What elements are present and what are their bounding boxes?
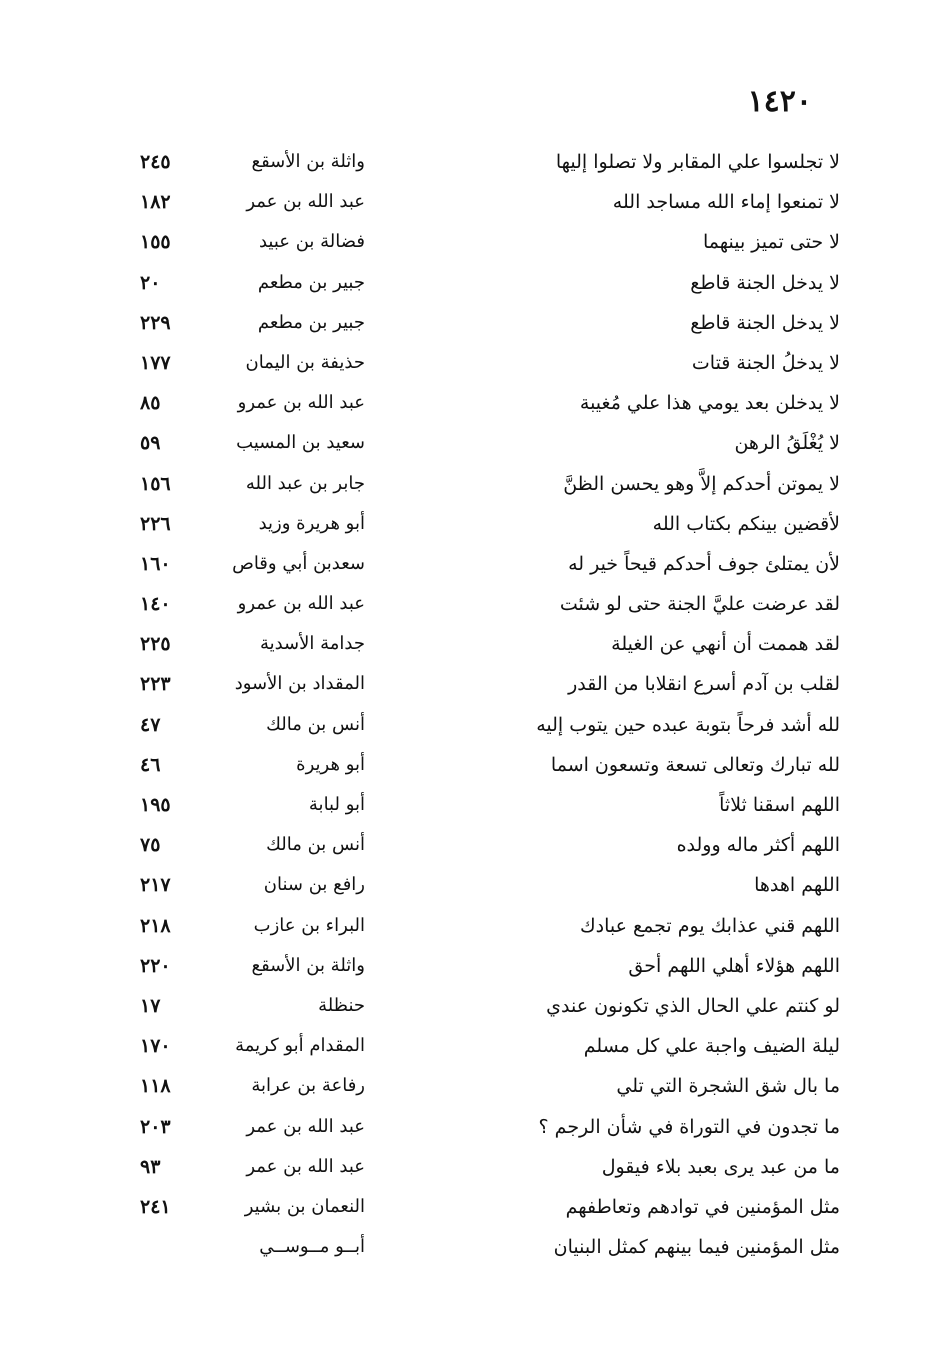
hadith-text: لقد عرضت عليَّ الجنة حتى لو شئت [559,593,840,616]
hadith-text: لأن يمتلئ جوف أحدكم قيحاً خير له [568,552,840,575]
index-row [140,624,840,664]
narrator-name: جابر بن عبد الله [245,472,365,494]
reference-number: ٢٢٥ [140,633,171,656]
narrator-name: أنس بن مالك [266,713,365,735]
hadith-text: لأقضين بينكم بكتاب الله [652,512,840,535]
hadith-text: لا يموتن أحدكم إلاَّ وهو يحسن الظنَّ [563,472,840,495]
hadith-text: لله تبارك وتعالى تسعة وتسعون اسما [550,753,840,776]
narrator-name: واثلة بن الأسقع [251,954,365,976]
reference-number: ٢٢٩ [140,311,171,334]
reference-number: ٢٠٣ [140,1115,171,1138]
index-row [140,865,840,905]
hadith-text: لقد هممت أن أنهي عن الغيلة [611,633,840,656]
index-row [140,584,840,624]
narrator-name: أبو هريرة [296,753,365,775]
hadith-text: ما تجدون في التوراة في شأن الرجم ؟ [538,1115,840,1138]
narrator-name: واثلة بن الأسقع [251,151,365,172]
index-row [140,705,840,745]
narrator-name: أنس بن مالك [266,834,365,856]
index-row [140,785,840,825]
narrator-name: أبو لبابة [308,794,365,815]
narrator-name: جدامة الأسدية [259,633,365,655]
narrator-name: جبير بن مطعم [257,271,365,293]
hadith-text: ليلة الضيف واجبة علي كل مسلم [583,1035,840,1058]
hadith-text: اللهم هؤلاء أهلي اللهم أحق [628,954,840,977]
reference-number: ٢١٨ [140,914,171,937]
hadith-text: لا تمنعوا إماء الله مساجد الله [612,191,840,214]
reference-number: ١٦٠ [140,552,171,575]
index-row [140,946,840,986]
narrator-name: عبد الله بن عمر [246,191,365,213]
index-row [140,1107,840,1147]
hadith-text: مثل المؤمنين فيما بينهم كمثل البنيان [553,1236,840,1259]
hadith-text: لا يدخلُ الجنة قتات [691,351,840,374]
index-row [140,504,840,544]
hadith-text: لا تجلسوا علي المقابر ولا تصلوا إليها [555,151,840,173]
reference-number: ٧٥ [140,834,161,857]
narrator-name: عبد الله بن عمرو [237,392,365,414]
index-row [140,1227,840,1267]
narrator-name: أبــو مــوســي [259,1236,365,1258]
narrator-name: حنظلة [318,994,365,1016]
page-number: ١٤٢٠ [747,84,812,119]
narrator-name: جبير بن مطعم [257,311,365,333]
reference-number: ٥٩ [140,432,161,455]
reference-number: ١٥٦ [140,472,171,495]
hadith-text: اللهم أكثر ماله وولده [676,834,840,857]
narrator-name: سعدبن أبي وقاص [232,552,365,574]
index-row [140,142,840,182]
narrator-name: فضالة بن عبيد [258,231,365,253]
narrator-name: رفاعة بن عرابة [251,1075,365,1097]
narrator-name: البراء بن عازب [253,914,365,936]
hadith-text: لله أشد فرحاً بتوبة عبده حين يتوب إليه [536,713,840,736]
hadith-text: لا حتى تميز بينهما [702,231,840,254]
index-row [140,544,840,584]
hadith-text: لا يدخل الجنة قاطع [690,271,840,294]
hadith-text: لا يُغْلَقُ الرهن [734,432,840,455]
index-row [140,182,840,222]
hadith-index-table [140,142,840,1267]
hadith-text: لو كنتم علي الحال الذي تكونون عندي [546,994,840,1017]
index-row [140,1147,840,1187]
narrator-name: النعمان بن بشير [244,1195,365,1217]
index-row [140,825,840,865]
narrator-name: أبو هريرة وزيد [258,512,365,534]
reference-number: ٨٥ [140,392,161,415]
index-row [140,222,840,262]
narrator-name: عبد الله بن عمر [246,1115,365,1137]
reference-number: ٢٤١ [140,1195,171,1218]
hadith-text: ما بال شق الشجرة التي تلي [616,1075,840,1098]
hadith-text: لقلب بن آدم أسرع انقلابا من القدر [568,673,840,696]
reference-number: ١٧٠ [140,1035,171,1058]
index-row [140,423,840,463]
hadith-text: اللهم قني عذابك يوم تجمع عبادك [580,914,840,937]
index-row [140,986,840,1026]
hadith-text: ما من عبد يرى بعبد بلاء فيقول [601,1155,840,1178]
hadith-text: اللهم اسقنا ثلاثاً [719,794,840,816]
narrator-name: عبد الله بن عمرو [237,593,365,615]
reference-number: ٢٠ [140,271,161,294]
narrator-name: المقدام أبو كريمة [235,1035,365,1057]
reference-number: ١١٨ [140,1075,171,1098]
reference-number: ٢٢٠ [140,954,171,977]
narrator-name: سعيد بن المسيب [236,432,365,454]
index-row [140,1026,840,1066]
index-row [140,745,840,785]
index-row [140,383,840,423]
reference-number: ١٨٢ [140,191,171,214]
index-row [140,1066,840,1106]
reference-number: ١٧ [140,994,161,1017]
reference-number: ١٥٥ [140,231,171,254]
index-row [140,263,840,303]
hadith-text: اللهم اهدها [754,874,840,897]
reference-number: ٢١٧ [140,874,171,897]
index-row [140,343,840,383]
narrator-name: عبد الله بن عمر [246,1155,365,1177]
index-row [140,906,840,946]
reference-number: ٤٧ [140,713,161,736]
index-row [140,303,840,343]
hadith-text: مثل المؤمنين في توادهم وتعاطفهم [565,1195,840,1218]
reference-number: ٤٦ [140,753,161,776]
index-row [140,664,840,704]
reference-number: ٢٢٣ [140,673,171,696]
narrator-name: المقداد بن الأسود [234,673,365,695]
hadith-text: لا يدخل الجنة قاطع [690,311,840,334]
narrator-name: حذيفة بن اليمان [245,351,365,373]
reference-number: ١٤٠ [140,593,171,616]
reference-number: ٩٣ [140,1155,161,1178]
reference-number: ١٧٧ [140,351,171,374]
reference-number: ١٩٥ [140,794,171,816]
reference-number: ٢٤٥ [140,151,171,173]
reference-number: ٢٢٦ [140,512,171,535]
index-row [140,1187,840,1227]
index-row [140,464,840,504]
hadith-text: لا يدخلن بعد يومي هذا علي مُغيبة [579,392,840,415]
narrator-name: رافع بن سنان [263,874,365,896]
